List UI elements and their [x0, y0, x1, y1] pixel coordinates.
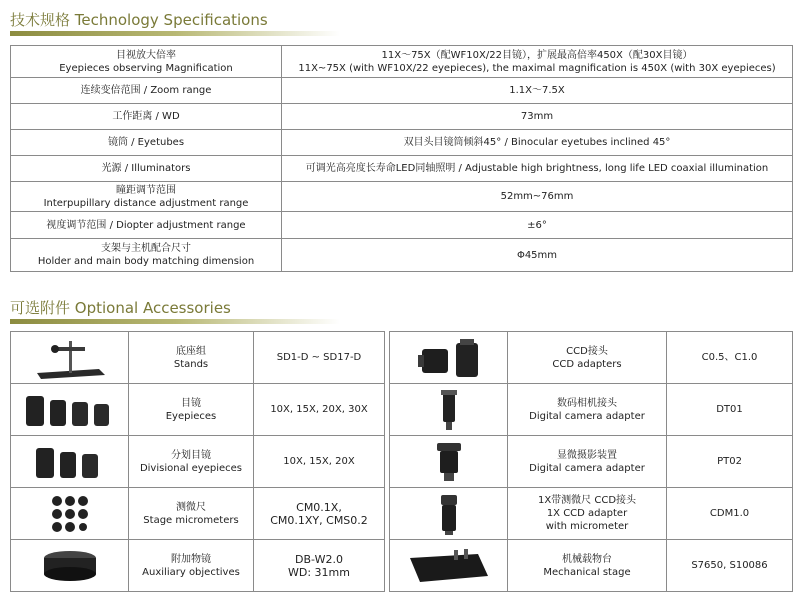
- ccd-adapter-icon: [404, 335, 494, 381]
- accessory-value: DT01: [667, 384, 793, 436]
- spec-row: [11, 78, 793, 104]
- spec-value: 双目头目镜筒倾斜45° / Binocular eyetubes inclined 45°: [282, 130, 793, 156]
- accessories-title-bar: [10, 319, 340, 324]
- spec-label: 支架与主机配合尺寸 Holder and main body matching dimension: [11, 239, 282, 272]
- accessory-image: [11, 488, 129, 540]
- spec-row: [11, 156, 793, 182]
- spec-label: 瞳距调节范围 Interpupillary distance adjustment range: [11, 182, 282, 212]
- accessory-value: CDM1.0: [667, 488, 793, 540]
- accessory-row: [11, 540, 793, 592]
- spec-value: 可调光高亮度长寿命LED同轴照明 / Adjustable high brightness, long life LED coaxial illumination: [282, 156, 793, 182]
- accessory-image: [11, 436, 129, 488]
- accessory-name: 测微尺 Stage micrometers: [129, 488, 254, 540]
- spec-value: Φ45mm: [282, 239, 793, 272]
- accessories-table: [10, 331, 793, 592]
- accessory-name: 显微摄影装置 Digital camera adapter: [508, 436, 667, 488]
- accessory-value: DB-W2.0 WD: 31mm: [254, 540, 385, 592]
- digital-camera-adapter-icon: [429, 388, 469, 432]
- eyepieces-icon: [20, 390, 120, 430]
- spec-label: 目视放大倍率 Eyepieces observing Magnification: [11, 46, 282, 78]
- spec-row: [11, 182, 793, 212]
- accessory-image: [390, 332, 508, 384]
- spec-label: 视度调节范围 / Diopter adjustment range: [11, 212, 282, 239]
- spec-value: 11X～75X（配WF10X/22目镜），扩展最高倍率450X（配30X目镜） 11X~75X (with WF10X/22 eyepieces), the maximal magnification is 450X (with 30X eyepieces): [282, 46, 793, 78]
- accessories-title: 可选附件 Optional Accessories: [10, 299, 231, 317]
- accessory-value: 10X, 15X, 20X: [254, 436, 385, 488]
- accessory-image: [11, 384, 129, 436]
- spec-row: [11, 130, 793, 156]
- accessory-image: [11, 332, 129, 384]
- spec-label: 镜筒 / Eyetubes: [11, 130, 282, 156]
- tech-specs-title: 技术规格 Technology Specifications: [10, 11, 268, 29]
- accessory-name: 1X带测微尺 CCD接头 1X CCD adapter with micrometer: [508, 488, 667, 540]
- spec-row: [11, 239, 793, 272]
- accessory-image: [11, 540, 129, 592]
- accessory-name: 目镜 Eyepieces: [129, 384, 254, 436]
- accessory-row: [11, 332, 793, 384]
- spec-row: [11, 104, 793, 130]
- accessory-value: C0.5、C1.0: [667, 332, 793, 384]
- accessory-value: S7650, S10086: [667, 540, 793, 592]
- spec-value: ±6°: [282, 212, 793, 239]
- spec-value: 52mm~76mm: [282, 182, 793, 212]
- accessory-row: [11, 488, 793, 540]
- accessory-name: 底座组 Stands: [129, 332, 254, 384]
- accessory-name: 分划目镜 Divisional eyepieces: [129, 436, 254, 488]
- spec-value: 73mm: [282, 104, 793, 130]
- accessory-image: [390, 488, 508, 540]
- accessory-value: SD1-D ~ SD17-D: [254, 332, 385, 384]
- photomicrography-device-icon: [429, 439, 469, 485]
- spec-value: 1.1X～7.5X: [282, 78, 793, 104]
- spec-table: [10, 45, 793, 272]
- accessory-row: [11, 384, 793, 436]
- tech-specs-title-bar: [10, 31, 340, 36]
- auxiliary-objective-icon: [35, 546, 105, 586]
- accessory-name: 机械载物台 Mechanical stage: [508, 540, 667, 592]
- stage-micrometer-icon: [45, 493, 95, 535]
- accessory-name: CCD接头 CCD adapters: [508, 332, 667, 384]
- accessory-image: [390, 384, 508, 436]
- accessory-name: 数码相机接头 Digital camera adapter: [508, 384, 667, 436]
- spec-row: [11, 212, 793, 239]
- accessory-value: 10X, 15X, 20X, 30X: [254, 384, 385, 436]
- divisional-eyepieces-icon: [30, 442, 110, 482]
- spec-label: 光源 / Illuminators: [11, 156, 282, 182]
- mechanical-stage-icon: [406, 546, 492, 586]
- spec-label: 工作距离 / WD: [11, 104, 282, 130]
- stand-icon: [25, 335, 115, 381]
- spec-row: [11, 46, 793, 78]
- accessory-value: CM0.1X, CM0.1XY, CMS0.2: [254, 488, 385, 540]
- spec-label: 连续变倍范围 / Zoom range: [11, 78, 282, 104]
- accessory-image: [390, 436, 508, 488]
- ccd-adapter-micrometer-icon: [429, 491, 469, 537]
- accessory-value: PT02: [667, 436, 793, 488]
- accessory-name: 附加物镜 Auxiliary objectives: [129, 540, 254, 592]
- accessory-image: [390, 540, 508, 592]
- accessory-row: [11, 436, 793, 488]
